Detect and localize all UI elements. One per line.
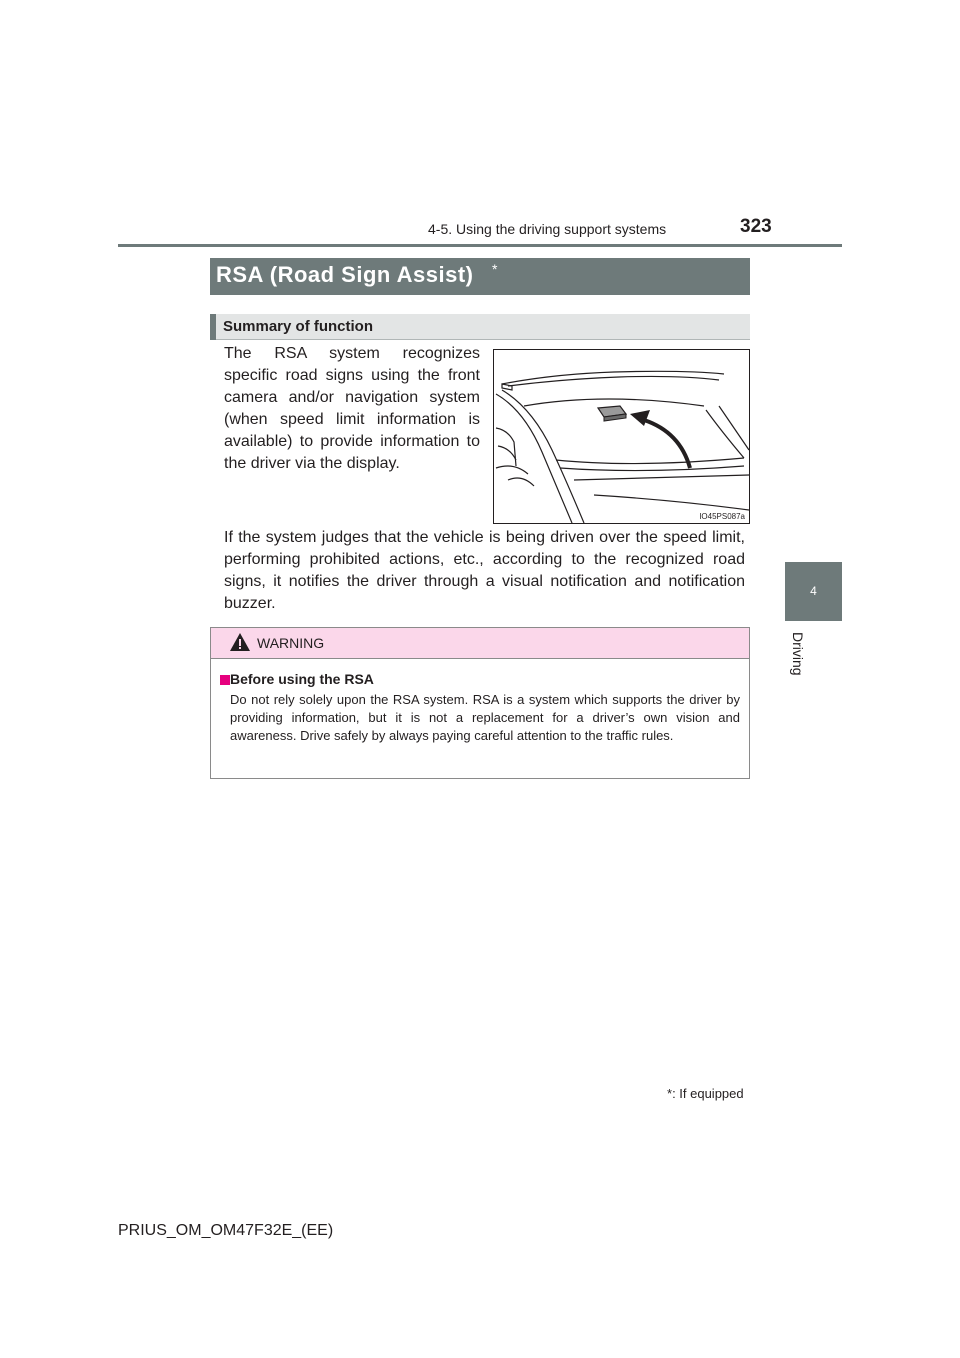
warning-subheading: Before using the RSA [230, 671, 374, 687]
intro-paragraph: The RSA system recognizes specific road signs using the front camera and/or navigation system (when speed limit information is available) to provide information to the driver via the display. [224, 345, 480, 472]
header-rule [118, 244, 842, 247]
header-section-title: 4-5. Using the driving support systems [428, 221, 667, 237]
warning-box [210, 627, 750, 779]
subheading: Summary of function [223, 318, 374, 335]
windshield-camera-illustration [493, 349, 750, 524]
document-code-footer: PRIUS_OM_OM47F32E_(EE) [118, 1222, 334, 1239]
chapter-tab-number: 4 [810, 584, 817, 598]
detail-paragraph: If the system judges that the vehicle is being driven over the speed limit, performing prohibited actions, etc., according to the recognized road signs, it notifies the driver through a visual notification and notification buzzer. [224, 529, 745, 612]
warning-triangle-icon [229, 632, 251, 652]
footnote-text: : If equipped [672, 1086, 744, 1101]
front-camera-unit [598, 406, 626, 421]
if-equipped-marker: * [492, 261, 498, 277]
car-interior-drawing [494, 350, 749, 523]
warning-header [211, 628, 749, 659]
footnote-marker: * [667, 1086, 673, 1101]
section-title-bar [210, 258, 750, 295]
chapter-tab-label: Driving [790, 632, 806, 676]
warning-body: Do not rely solely upon the RSA system. RSA is a system which supports the driver by providing information, but it is not a replacement for a driver’s own vision and awareness. Drive safely by always paying careful attention to the traffic rules. [230, 692, 740, 743]
figure-code: IO45PS087a [699, 512, 745, 521]
section-title: RSA (Road Sign Assist) [216, 262, 474, 287]
subheading-accent [210, 314, 216, 340]
subheading-bar [210, 314, 750, 340]
page-number: 323 [740, 216, 772, 237]
warning-bullet-square [220, 675, 230, 685]
warning-title: WARNING [257, 635, 325, 651]
chapter-tab[interactable] [785, 562, 842, 621]
footnote [667, 1086, 744, 1101]
